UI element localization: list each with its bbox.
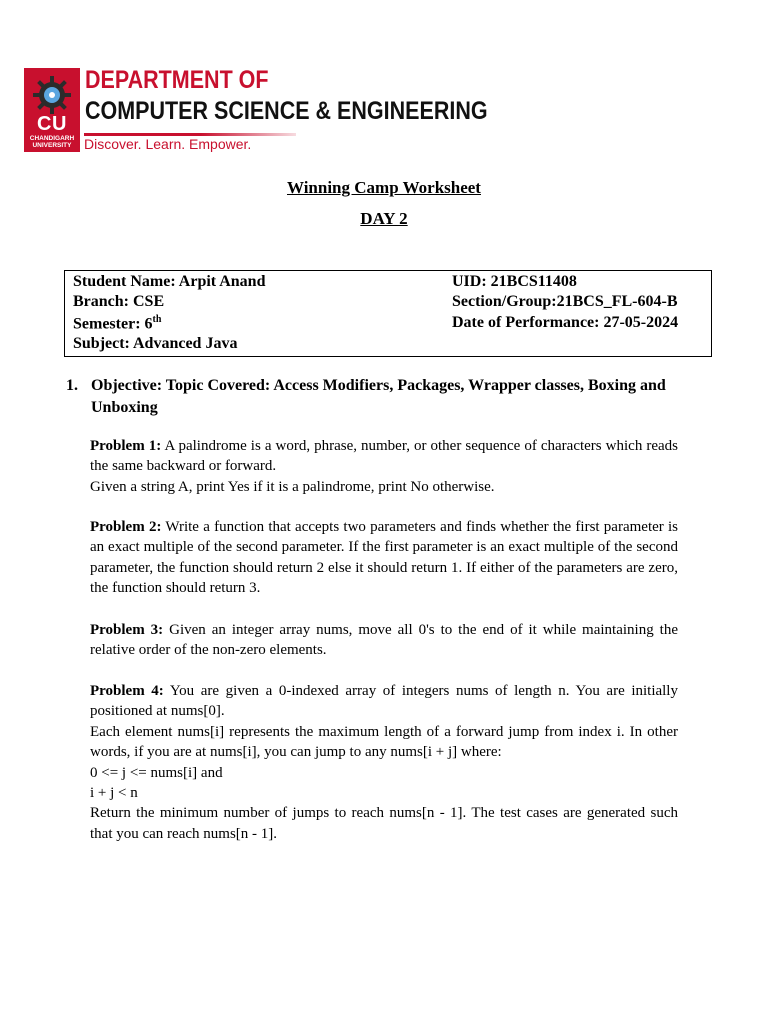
subject: Subject: Advanced Java [73,335,238,352]
student-uid: UID: 21BCS11408 [452,273,577,290]
department-title-line2: COMPUTER SCIENCE & ENGINEERING [85,97,488,125]
problem-label: Problem 1: [90,438,162,454]
branch: Branch: CSE [73,293,165,310]
worksheet-title: Winning Camp Worksheet [287,178,481,197]
problem-4: Problem 4: You are given a 0-indexed array of integers nums of length n. You are initially positioned at nums[0]. Each element nums[i] represents the maximum length of a forward jump from index i. In other words, if you are at nums[i], you can jump to any nums[i + j] where: 0 <= j <= nums[i] and i + j < n Return the minimum number of jumps to reach nums[n - 1]. The test cases are generated such that you can reach nums[n - 1]. [90,683,678,842]
date-of-performance: Date of Performance: 27-05-2024 [452,314,679,331]
logo-abbrev: CU [37,113,67,135]
gear-emblem-icon [31,74,73,116]
tagline: Discover. Learn. Empower. [84,136,252,152]
department-title-line1: DEPARTMENT OF [85,66,269,94]
objective-text: Objective: Topic Covered: Access Modifiers, Packages, Wrapper classes, Boxing and Unboxing [91,377,666,416]
semester: Semester: 6th [73,314,162,333]
student-name: Student Name: Arpit Anand [73,273,266,290]
problem-1: Problem 1: A palindrome is a word, phrase, number, or other sequence of characters which reads the same backward or forward. Given a string A, print Yes if it is a palindrome, print No otherwise. [90,438,678,495]
logo-university: CHANDIGARH UNIVERSITY [29,135,75,149]
problem-3: Problem 3: Given an integer array nums, move all 0's to the end of it while maintaining the relative order of the non-zero elements. [90,622,678,659]
problem-label: Problem 2: [90,519,162,535]
problem-label: Problem 4: [90,683,164,699]
objective-number: 1. [66,377,78,394]
student-info-box [64,270,712,357]
problem-label: Problem 3: [90,622,164,638]
problem-2: Problem 2: Write a function that accepts two parameters and finds whether the first parameter is an exact multiple of the second parameter. If the first parameter is an exact multiple of the second parameter, the function should return 2 else it should return 1. If either of the parameters are zero, the function should return 3. [90,519,678,597]
section-group: Section/Group:21BCS_FL-604-B [452,293,678,310]
day-title: DAY 2 [360,209,408,228]
university-logo [24,68,80,152]
